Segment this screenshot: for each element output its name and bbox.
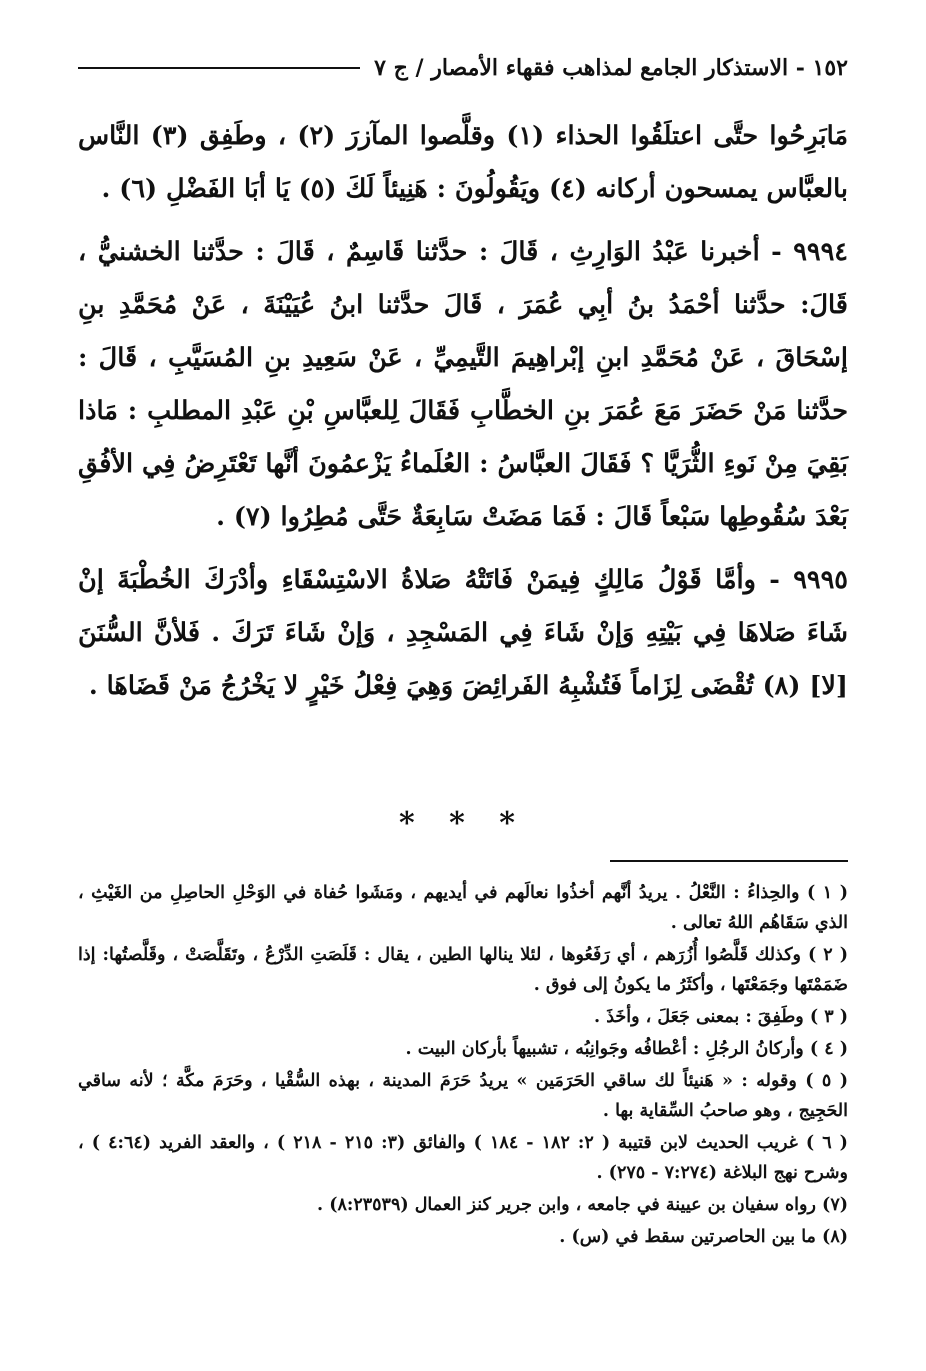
section-separator: * * * (399, 806, 527, 841)
running-header (78, 48, 848, 88)
running-title: ١٥٢ - الاستذكار الجامع لمذاهب فقهاء الأمصار / ج ٧ (374, 55, 848, 81)
footnote-1: ( ١ ) والحِذاءُ : النَّعْلُ . يريدُ أنَّهم أخذُوا نعالَهم في أيديهم ، ومَشَوا حُفاة في الوَحْلِ الحاصِلِ من الغَيْثِ ، الذي سَقَاهُم اللهُ تعالى . (78, 883, 849, 933)
footnote-rule (610, 860, 848, 862)
footnote-8: (٨) ما بين الحاصرتين سقط في (س) . (559, 1227, 848, 1247)
footnote-4: ( ٤ ) وأركانُ الرجُلِ : أعْطافُه وجَوانِبُه ، تشبيهاً بأركان البيت . (405, 1039, 848, 1059)
main-text (78, 110, 848, 713)
paragraph-9994: ٩٩٩٤ - أخبرنا عَبْدُ الوَارِثِ ، قَالَ : حدَّثنا قَاسِمٌ ، قَالَ : حدَّثنا الخشنيُّ ، قَالَ: حدَّثنا أحْمَدُ بنُ أبِي عُمَرَ ، قَالَ حدَّثنا ابنُ عُيَيْنَةَ ، عَنْ مُحَمَّدِ بنِ إسْحَاقَ ، عَنْ مُحَمَّدِ ابنِ إبْراهِيمَ التَّيمِيِّ ، عَنْ سَعِيدِ بنِ المُسَيَّبِ ، قَالَ : حدَّثنا مَنْ حَضَرَ مَعَ عُمَرَ بنِ الخطَّابِ فَقَالَ لِلعبَّاسِ بْنِ عَبْدِ المطلبِ : مَاذا بَقِيَ مِنْ نَوءِ الثُّرَيَّا ؟ فَقَالَ العبَّاسُ : العُلَماءُ يَزْعمُونَ أنَّها تَعْتَرِضُ فِي الأفُقِ بَعْدَ سُقُوطِها سَبْعاً قَالَ : فَمَا مَضَتْ سَابِعَةٌ حَتَّى مُطِرُوا (٧) . (78, 237, 848, 532)
footnote-7: (٧) رواه سفيان بن عيينة في جامعه ، وابن جرير كنز العمال (٨:٢٣٥٣٩) . (317, 1195, 848, 1215)
footnote-2: ( ٢ ) وكذلك قَلَّصُوا أُزُرَهم ، أي رَفَعُوها ، لئلا ينالها الطين ، يقال : قَلَصَتِ الدِّرْعُ ، وتَقَلَّصَتْ ، وقَلَّصتُها: إذا ضَمَمْتَها وجَمَعْتَها ، وأكثَرُ ما يكونُ إلى فوق . (78, 945, 848, 995)
footnote-3: ( ٣ ) وطَفِقَ : بمعنى جَعَلَ ، وأخَذَ . (594, 1007, 848, 1027)
footnotes (78, 878, 848, 1254)
footnote-6: ( ٦ ) غريب الحديث لابن قتيبة ( ٢: ١٨٢ - ١٨٤ ) والفائق (٣: ٢١٥ - ٢١٨ ) ، والعقد الفريد (٤:٦٤ ) ، وشرح نهج البلاغة (٧:٢٧٤ - ٢٧٥) . (78, 1133, 848, 1183)
paragraph-continuation: مَابَرِحُوا حتَّى اعتلَقُوا الحذاء (١) وقلَّصوا المآزرَ (٢) ، وطَفِق (٣) النَّاس بالعبَّاس يمسحون أركانه (٤) ويَقُولُونَ : هَنِيئاً لَكَ (٥) يَا أبَا الفَضْلِ (٦) . (78, 121, 848, 204)
header-rule (78, 67, 360, 69)
footnote-5: ( ٥ ) وقوله : « هَنيئاً لك ساقي الحَرَمَين » يريدُ حَرَمَ المدينة ، بهذه السُّقْيا ، وحَرَمَ مكَّة ؛ لأنه ساقي الحَجِيج ، وهو صاحبُ السِّقاية بها . (78, 1071, 848, 1121)
paragraph-9995: ٩٩٩٥ - وأمَّا قَوْلُ مَالِكٍ فِيمَنْ فَاتَتْهُ صَلاةُ الاسْتِسْقَاءِ وأدْرَكَ الخُطْبَةَ إنْ شَاءَ صَلاهَا فِي بَيْتِهِ وَإنْ شَاءَ فِي المَسْجِدِ ، وَإنْ شَاءَ تَرَكَ . فَلأنَّ السُّنَنَ [لا] (٨) تُقْضَى لِزَاماً فَتُشْبِهُ الفَرائِضَ وَهِيَ فِعْلُ خَيْرٍ لا يَخْرُجُ مَنْ قَضَاهَا . (78, 565, 848, 701)
